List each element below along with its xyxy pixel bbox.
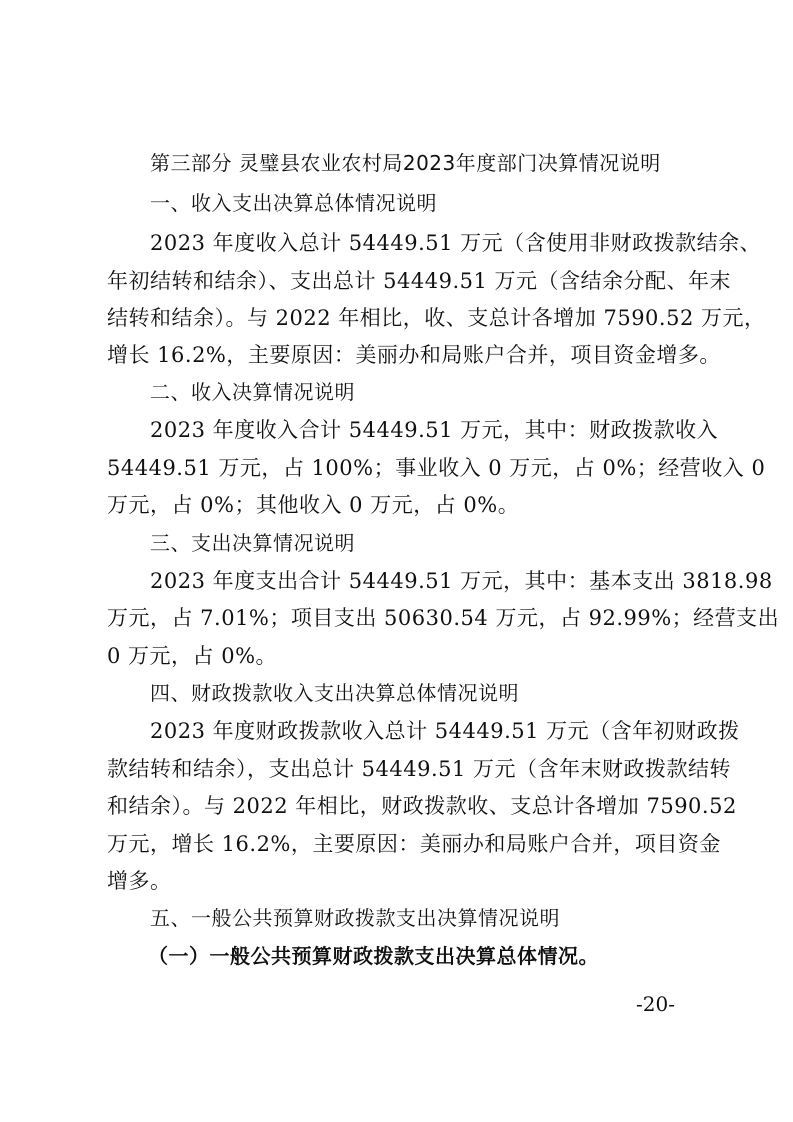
section-3-heading: 三、支出决算情况说明 — [150, 531, 355, 555]
section-3-line-2: 万元，占 7.01%；项目支出 50630.54 万元，占 92.99%；经营支出 — [107, 606, 780, 630]
section-3-line-1: 2023 年度支出合计 54449.51 万元，其中：基本支出 3818.98 — [150, 569, 773, 593]
section-1-line-3: 结转和结余）。与 2022 年相比，收、支总计各增加 7590.52 万元， — [107, 306, 766, 330]
section-3-line-3: 0 万元，占 0%。 — [107, 644, 278, 668]
page-title: 第三部分 灵璧县农业农村局2023年度部门决算情况说明 — [150, 151, 661, 175]
section-1-heading: 一、收入支出决算总体情况说明 — [150, 191, 437, 215]
section-4-line-4: 万元，增长 16.2%，主要原因：美丽办和局账户合并，项目资金 — [107, 832, 721, 856]
section-2-line-1: 2023 年度收入合计 54449.51 万元，其中：财政拨款收入 — [150, 418, 719, 442]
section-1-line-1: 2023 年度收入总计 54449.51 万元（含使用非财政拨款结余、 — [150, 231, 762, 255]
section-5-subheading: （一）一般公共预算财政拨款支出决算总体情况。 — [148, 944, 599, 968]
section-4-line-1: 2023 年度财政拨款收入总计 54449.51 万元（含年初财政拨 — [150, 719, 740, 743]
section-4-heading: 四、财政拨款收入支出决算总体情况说明 — [150, 681, 519, 705]
section-2-heading: 二、收入决算情况说明 — [150, 380, 355, 404]
section-4-line-3: 和结余）。与 2022 年相比，财政拨款收、支总计各增加 7590.52 — [107, 794, 737, 818]
section-5-heading: 五、一般公共预算财政拨款支出决算情况说明 — [150, 906, 560, 930]
section-2-line-3: 万元，占 0%；其他收入 0 万元，占 0%。 — [107, 493, 520, 517]
section-1-line-4: 增长 16.2%，主要原因：美丽办和局账户合并，项目资金增多。 — [107, 343, 721, 367]
page-number: -20- — [636, 992, 675, 1016]
section-4-line-2: 款结转和结余），支出总计 54449.51 万元（含年末财政拨款结转 — [107, 757, 732, 781]
section-4-line-5: 增多。 — [107, 869, 172, 893]
section-2-line-2: 54449.51 万元，占 100%；事业收入 0 万元，占 0%；经营收入 0 — [107, 456, 766, 480]
section-1-line-2: 年初结转和结余）、支出总计 54449.51 万元（含结余分配、年末 — [107, 269, 732, 293]
